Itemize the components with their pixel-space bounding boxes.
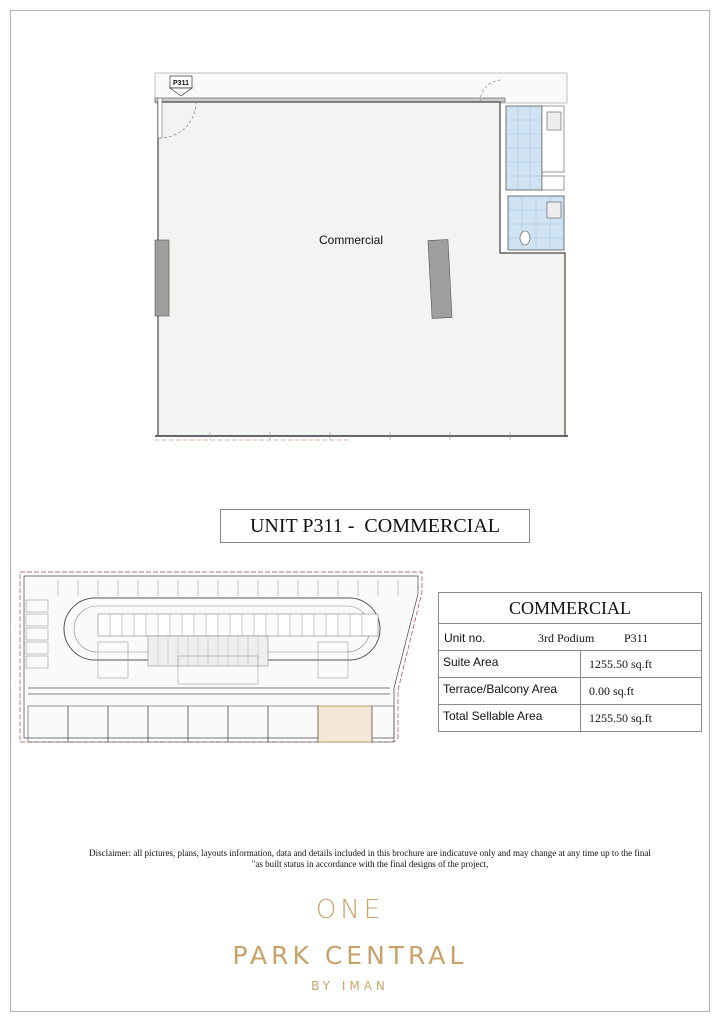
floor-value: 3rd Podium: [538, 631, 595, 645]
row-value: 1255.50 sq.ft: [589, 657, 652, 671]
unit-tag-label: P311: [173, 80, 189, 87]
key-plan-drawing: [18, 570, 426, 748]
unit-no-label: Unit no.: [444, 631, 486, 645]
row-label: Terrace/Balcony Area: [439, 678, 581, 704]
disclaimer: [40, 848, 700, 870]
table-row: [439, 651, 701, 678]
unit-info-table: [438, 592, 702, 732]
table-heading: COMMERCIAL: [439, 593, 701, 624]
unit-floor-plan: [150, 70, 575, 450]
disclaimer-line-1: Disclaimer: all pictures, plans, layouts information, data and details included in this brochure are indicatuve only and may change at any time up to the final: [89, 848, 651, 858]
brand-logo: [200, 893, 500, 993]
row-value: 0.00 sq.ft: [589, 684, 634, 698]
row-label: Suite Area: [439, 651, 581, 677]
logo-park-central: PARK CENTRAL: [232, 941, 468, 970]
row-label: Total Sellable Area: [439, 705, 581, 731]
row-value: 1255.50 sq.ft: [589, 711, 652, 725]
unit-title: UNIT P311 - COMMERCIAL: [220, 509, 530, 543]
room-label: Commercial: [318, 233, 384, 247]
unit-code-value: P311: [624, 631, 649, 645]
table-row: [439, 705, 701, 731]
logo-by-iman: BY IMAN: [311, 979, 389, 993]
table-row: [439, 678, 701, 705]
disclaimer-line-2: "as built status in accordance with the final designs of the project,: [251, 859, 489, 869]
unit-no-row: [439, 624, 701, 651]
logo-one: ONE: [315, 895, 385, 925]
